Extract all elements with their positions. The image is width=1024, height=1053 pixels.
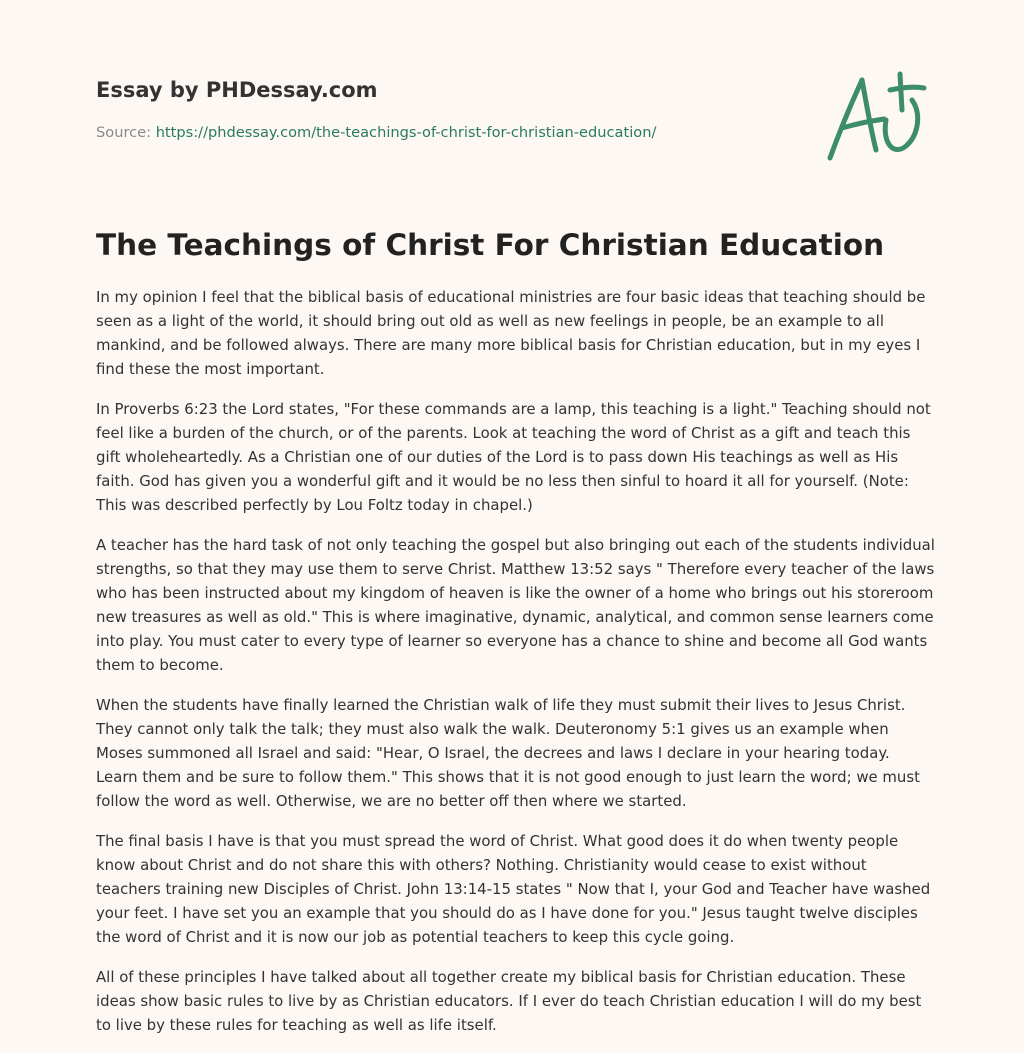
source-line xyxy=(96,123,656,143)
essay-paragraph: In Proverbs 6:23 the Lord states, "For these commands are a lamp, this teaching is a light." Teaching should not feel like a burden of the church, or of the parents. Look at teaching the word of Christ as a gift and teach this gift wholeheartedly. As a Christian one of our duties of the Lord is to pass down His teachings as well as His faith. God has given you a wonderful gift and it would be no less then sinful to hoard it all for yourself. (Note: This was described perfectly by Lou Foltz today in chapel.) xyxy=(96,400,931,514)
essay-title: The Teachings of Christ For Christian Education xyxy=(96,228,885,262)
essay-paragraph: In my opinion I feel that the biblical basis of educational ministries are four basic ideas that teaching should be seen as a light of the world, it should bring out old as well as new feelings in people, be an example to all mankind, and be followed always. There are many more biblical basis for Christian education, but in my eyes I find these the most important. xyxy=(96,288,926,378)
essay-paragraph: The final basis I have is that you must spread the word of Christ. What good does it do when twenty people know about Christ and do not share this with others? Nothing. Christianity would cease to exist without teachers training new Disciples of Christ. John 13:14-15 states " Now that I, your God and Teacher have washed your feet. I have set you an example that you should do as I have done for you." Jesus taught twelve disciples the word of Christ and it is now our job as potential teachers to keep this cycle going. xyxy=(96,832,931,946)
essay-body xyxy=(96,285,936,1053)
essay-paragraph: When the students have finally learned the Christian walk of life they must submit their lives to Jesus Christ. They cannot only talk the talk; they must also walk the walk. Deuteronomy 5:1 gives us an example when Moses summoned all Israel and said: "Hear, O Israel, the decrees and laws I declare in your hearing today. Learn them and be sure to follow them." This shows that it is not good enough to just learn the word; we must follow the word as well. Otherwise, we are no better off then where we started. xyxy=(96,696,920,810)
source-link[interactable]: https://phdessay.com/the-teachings-of-christ-for-christian-education/ xyxy=(155,124,657,141)
essay-paragraph: All of these principles I have talked about all together create my biblical basis for Christian education. These ideas show basic rules to live by as Christian educators. If I ever do teach Christian education I will do my best to live by these rules for teaching as well as life itself. xyxy=(96,968,922,1034)
a-plus-grade-icon xyxy=(820,66,932,166)
site-name: Essay by PHDessay.com xyxy=(96,78,378,102)
source-label: Source: xyxy=(96,124,156,141)
essay-paragraph: A teacher has the hard task of not only teaching the gospel but also bringing out each of the students individual strengths, so that they may use them to serve Christ. Matthew 13:52 says " Therefore every teacher of the laws who has been instructed about my kingdom of heaven is like the owner of a home who brings out his storeroom new treasures as well as old." This is where imaginative, dynamic, analytical, and common sense learners come into play. You must cater to every type of learner so everyone has a chance to shine and become all God wants them to become. xyxy=(96,536,935,674)
